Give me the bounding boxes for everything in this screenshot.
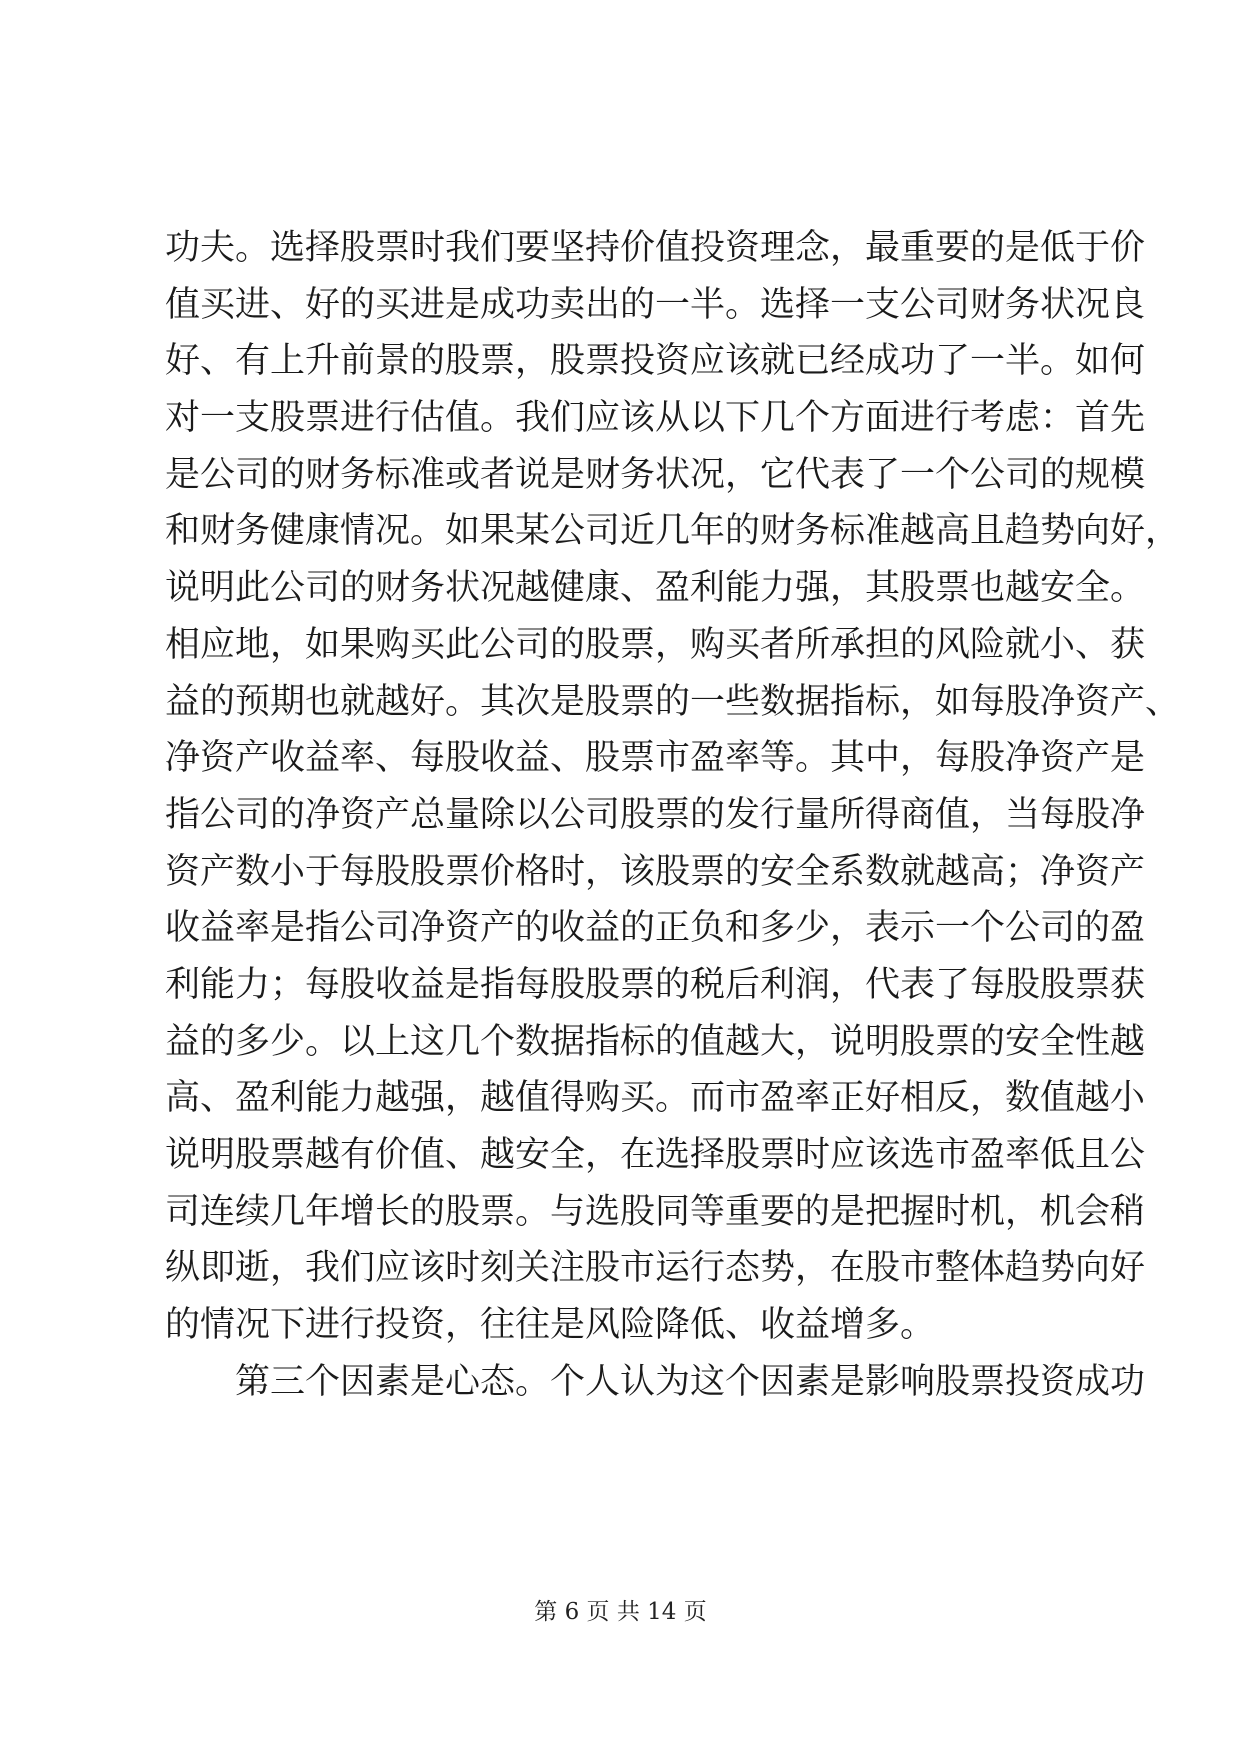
text-line: 的情况下进行投资，往往是风险降低、收益增多。 — [165, 1305, 936, 1346]
text-line: 净资产收益率、每股收益、股票市盈率等。其中，每股净资产是 — [165, 738, 1146, 779]
text-line: 值买进、好的买进是成功卖出的一半。选择一支公司财务状况良 — [165, 284, 1146, 325]
text-line: 和财务健康情况。如果某公司近几年的财务标准越高且趋势向好， — [165, 511, 1181, 552]
text-line: 收益率是指公司净资产的收益的正负和多少，表示一个公司的盈 — [165, 908, 1146, 949]
text-line: 说明此公司的财务状况越健康、盈利能力强，其股票也越安全。 — [165, 568, 1146, 609]
body-text — [165, 220, 1181, 1410]
text-line: 是公司的财务标准或者说是财务状况，它代表了一个公司的规模 — [165, 454, 1146, 495]
text-line: 对一支股票进行估值。我们应该从以下几个方面进行考虑：首先 — [165, 398, 1146, 439]
text-line: 资产数小于每股股票价格时，该股票的安全系数就越高；净资产 — [165, 851, 1146, 892]
text-line: 高、盈利能力越强，越值得购买。而市盈率正好相反，数值越小 — [165, 1078, 1146, 1119]
page-number-footer: 第 6 页 共 14 页 — [534, 1599, 707, 1625]
text-line: 说明股票越有价值、越安全，在选择股票时应该选市盈率低且公 — [165, 1135, 1146, 1175]
text-line: 指公司的净资产总量除以公司股票的发行量所得商值，当每股净 — [165, 794, 1146, 835]
text-line: 好、有上升前景的股票，股票投资应该就已经成功了一半。如何 — [165, 341, 1146, 382]
text-line: 司连续几年增长的股票。与选股同等重要的是把握时机，机会稍 — [165, 1191, 1146, 1232]
paragraph-start-line: 第三个因素是心态。个人认为这个因素是影响股票投资成功 — [235, 1361, 1146, 1402]
text-line: 相应地，如果购买此公司的股票，购买者所承担的风险就小、获 — [165, 624, 1146, 665]
text-line: 纵即逝，我们应该时刻关注股市运行态势，在股市整体趋势向好 — [165, 1248, 1146, 1289]
text-line: 功夫。选择股票时我们要坚持价值投资理念，最重要的是低于价 — [165, 228, 1146, 268]
text-line: 益的多少。以上这几个数据指标的值越大，说明股票的安全性越 — [165, 1021, 1146, 1062]
text-line: 利能力；每股收益是指每股股票的税后利润，代表了每股股票获 — [165, 964, 1146, 1005]
text-line: 益的预期也就越好。其次是股票的一些数据指标，如每股净资产、 — [165, 681, 1181, 722]
